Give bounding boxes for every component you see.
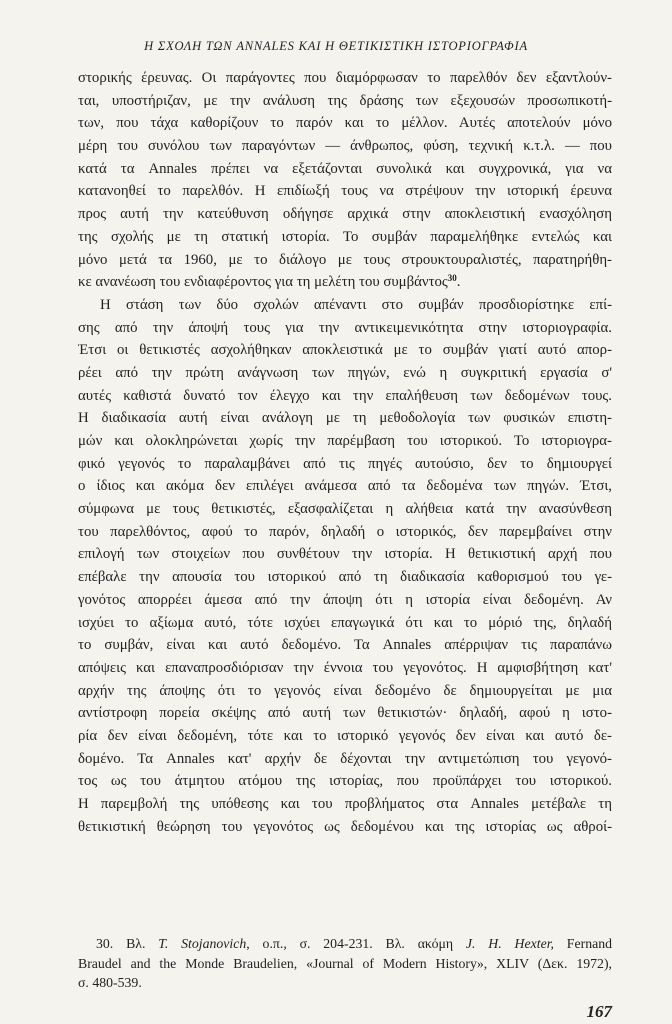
paragraph-2 (78, 294, 612, 839)
footnote-reference: 30 (447, 273, 457, 284)
running-head-title: Η ΣΧΟΛΗ ΤΩΝ ANNALES ΚΑΙ Η ΘΕΤΙΚΙΣΤΙΚΗ ΙΣΤΟΡΙΟΓΡΑΦΙΑ (144, 39, 528, 53)
text-line: ρέει από την πρώτη ανάγνωση των πηγών, ενώ η συγκριτική εργασία σ' (78, 364, 612, 381)
text-line (78, 271, 612, 294)
text-line: απόψεις και επαναπροσδιόρισαν την έννοια του γεγονότος. Η αμφισβήτηση κατ' (78, 659, 612, 676)
footnote-number: 30. (96, 936, 114, 951)
main-text (78, 67, 612, 838)
text-line: τος ως του άτμητου ατόμου της ιστορίας, που προϋπάρχει του ιστορικού. (78, 773, 612, 790)
text-segment: κε ανανέωση του ενδιαφέροντος για τη μελέτη του συμβάντος (78, 274, 448, 291)
paragraph-1 (78, 67, 612, 294)
text-line: μών και ολοκληρώνεται χωρίς την παρέμβαση του ιστορικού. Το ιστοριογρα- (78, 433, 612, 449)
text-line: σύμφωνα με τους θετικιστές, εξασφαλίζεται η αλήθεια κατά την ανασύνθεση (78, 501, 612, 518)
footnote-text: Βλ. (113, 936, 159, 951)
footnote-line: Braudel and the Monde Braudelien, «Journal of Modern History», XLIV (Δεκ. 1972), (78, 955, 612, 971)
text-line: μέρη του συνόλου των παραγόντων — άνθρωπος, φύση, τεχνική κ.τ.λ. — που (78, 138, 612, 155)
closing-punctuation: . (456, 274, 461, 291)
page-number: 167 (586, 1002, 612, 1021)
text-line: δομένο. Τα Annales κατ' αρχήν δε δέχονται την αντιμετώπιση του γεγονό- (78, 750, 612, 767)
text-line: προς αυτή την κατεύθυνση οδήγησε αρχικά στην αποκλειστική ενασχόληση (78, 206, 612, 223)
text-line: φικό γεγονός το παραλαμβάνει από τις πηγές αυτούσιο, δεν το δημιουργεί (78, 455, 612, 472)
footnote-text: Fernand (553, 936, 612, 951)
text-line: αυτές καθιστά δυνατό τον έλεγχο και την επαλήθευση των δεδομένων τους. (78, 387, 612, 404)
footnote-line (78, 934, 612, 954)
text-line: ται, υποστήριζαν, με την ανάλυση της δράσης των εξεχουσών προσωπικοτή- (78, 92, 612, 109)
text-line: της σχολής με τη στατική ιστορία. Το συμβάν παραμελήθηκε εντελώς και (78, 228, 612, 245)
text-line: Έτσι οι θετικιστές ασχολήθηκαν αποκλειστικά με το συμβάν γιατί αυτό απορ- (78, 342, 612, 359)
cited-author: J. H. Hexter, (465, 936, 554, 951)
text-line: αντίστροφη πορεία σκέψης από αυτή των θετικιστών· δηλαδή, αφού η ιστο- (78, 705, 612, 722)
text-line: κατά τα Annales πρέπει να εξετάζονται συνολικά και συγχρονικά, για να (78, 160, 612, 177)
footnote-line: σ. 480-539. (78, 975, 142, 990)
text-line: ρία δεν είναι δεδομένη, τότε και το ιστορικό γεγονός δεν είναι και αυτό δε- (78, 727, 612, 744)
text-line: το συμβάν, είναι και αυτό δεδομένο. Τα Annales απέρριψαν τις παραπάνω (78, 637, 612, 654)
text-line: επέβαλε την απουσία του ιστορικού από τη διαδικασία καθορισμού του γε- (78, 569, 612, 586)
text-line: κατανοηθεί το παρελθόν. Η επιδίωξή τους να στρέψουν την ιστορική έρευνα (78, 183, 612, 200)
footnote-block (78, 934, 612, 993)
text-line: στορικής έρευνας. Οι παράγοντες που διαμόρφωσαν το παρελθόν δεν εξαντλούν- (78, 70, 612, 86)
text-line: του παρελθόντος, αφού το παρόν, δηλαδή ο ιστορικός, δεν παρεμβαίνει στην (78, 523, 612, 540)
text-line: θετικιστική θεώρηση του γεγονότος ως δεδομένου και της ιστορίας ως αθροί- (78, 818, 612, 835)
text-line: αρχήν της άποψης ότι το γεγονός είναι δεδομένο δε δημιουργείται με μια (78, 682, 612, 699)
text-line: Η παρεμβολή της υπόθεσης και του προβλήματος στα Annales μετέβαλε τη (78, 796, 612, 812)
text-line: ισχύει το αξίωμα αυτό, τότε ισχύει επαγωγικά ότι και το μόριό της, δηλαδή (78, 614, 612, 631)
text-line: των, που τάχα καθορίζουν το παρόν και το μέλλον. Αυτές αποτελούν μόνο (78, 115, 612, 132)
text-line: ο ίδιος και ακόμα δεν επιλέγει ανάμεσα από τα δεδομένα των πηγών. Έτσι, (78, 478, 612, 495)
text-line: επιλογή των στοιχείων που συνθέτουν την ιστορία. Η θετικιστική αρχή που (78, 546, 612, 563)
text-line: Η διαδικασία αυτή είναι ανάλογη με τη μεθοδολογία των φυσικών επιστη- (78, 410, 612, 427)
text-line: μόνο μετά τα 1960, με το διάλογο με τους στρουκτουραλιστές, παρατηρήθη- (78, 251, 612, 268)
cited-author: T. Stojanovich (158, 936, 247, 951)
text-line: σης από την άποψή τους για την αντικειμενικότητα στην ιστοριογραφία. (78, 319, 612, 336)
footnote-text: , ο.π., σ. 204-231. Βλ. ακόμη (246, 936, 466, 951)
text-line: γονότος απορρέει άμεσα από την άποψη ότι η ιστορία είναι δεδομένη. Αν (78, 591, 612, 608)
text-line: Η στάση των δύο σχολών απέναντι στο συμβάν προσδιορίστηκε επί- (100, 296, 612, 313)
